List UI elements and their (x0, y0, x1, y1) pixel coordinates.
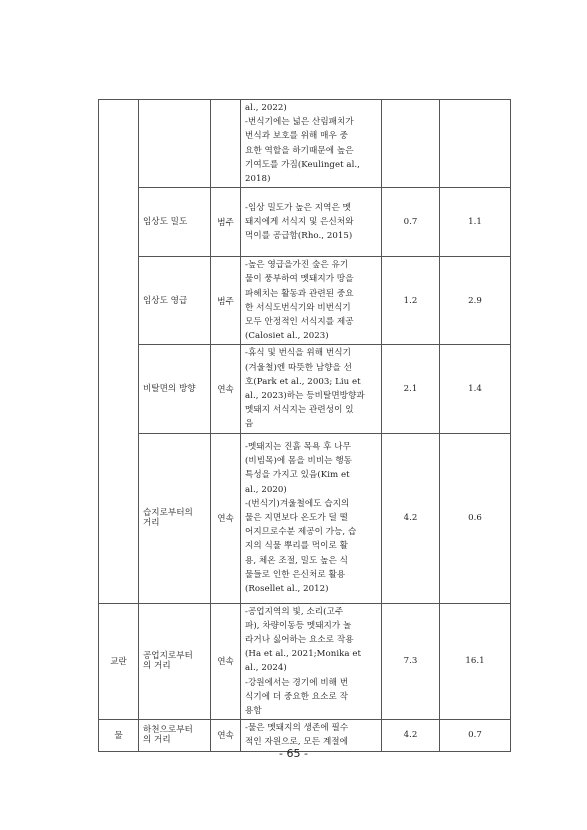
description-cell (241, 433, 382, 603)
description-line: 적인 자원으로, 모든 계절에 (245, 737, 348, 748)
variable-name-line: 임상도 밀도 (143, 217, 188, 228)
description-line: 물들로 인한 은신처로 활용 (245, 569, 346, 580)
description-line: (겨울철)엔 따뜻한 남향을 선 (245, 362, 353, 373)
variable-type-cell: 연속 (211, 433, 241, 603)
table-body (99, 100, 511, 752)
variable-type-cell: 범주 (211, 188, 241, 257)
variable-cell (139, 433, 211, 603)
description-cell (241, 345, 382, 433)
variable-cell (139, 100, 211, 188)
description-line: -임상 밀도가 높은 지역은 멧 (245, 202, 351, 213)
description-line: al., 2024) (245, 663, 287, 674)
description-line: -높은 영급을가진 숲은 유기 (245, 260, 349, 271)
description-line: 특성을 가지고 있음(Kim et (245, 470, 350, 481)
description-line: 번식과 보호를 위해 매우 중 (245, 131, 348, 142)
category-cell: 물 (99, 720, 139, 751)
contribution-value-1: 1.2 (382, 257, 440, 345)
variable-name-line: 비탈면의 방향 (143, 384, 196, 395)
description-line: 어지므로수분 제공이 가능, 습 (245, 527, 357, 538)
description-line: al., 2020) (245, 484, 287, 495)
contribution-value-2: 1.1 (440, 188, 511, 257)
contribution-value-2: 0.6 (440, 433, 511, 603)
contribution-value-2: 0.7 (440, 720, 511, 751)
table-row (99, 345, 511, 433)
description-line: 호(Park et al., 2003; Liu et (245, 376, 361, 387)
description-line: (비빔목)에 몸을 비비는 행동 (245, 456, 353, 467)
description-line: 식기에 더 중요한 요소로 작 (245, 691, 348, 702)
description-line: 물이 풍부하여 멧돼지가 땅을 (245, 274, 354, 285)
contribution-value-1: 0.7 (382, 188, 440, 257)
category-cell: 교란 (99, 603, 139, 720)
description-cell (241, 257, 382, 345)
variable-cell (139, 603, 211, 720)
contribution-value-1: 4.2 (382, 720, 440, 751)
variable-name-line: 임상도 영급 (143, 295, 188, 306)
description-line: 기여도를 가짐(Keulinget al., (245, 159, 360, 170)
description-line: -멧돼지는 진흙 목욕 후 나무 (245, 442, 351, 453)
description-line: 용, 체온 조절, 밀도 높은 식 (245, 555, 348, 566)
contribution-value-2 (440, 100, 511, 188)
description-line: 지의 식물 뿌리를 먹이로 활 (245, 541, 348, 552)
variable-type-cell: 연속 (211, 720, 241, 751)
description-line: (Rosellet al., 2012) (245, 584, 329, 595)
description-line: -강원에서는 경기에 비해 번 (245, 677, 349, 688)
variable-type-cell: 연속 (211, 603, 241, 720)
description-line: 모두 안정적인 서식지를 제공 (245, 317, 354, 328)
description-line: 파), 차량이동등 멧돼지가 놀 (245, 620, 352, 631)
table-row (99, 188, 511, 257)
description-line: -공업지역의 빛, 소리(고주 (245, 606, 344, 617)
contribution-value-1 (382, 100, 440, 188)
variable-name-line: 의 거리 (143, 735, 171, 746)
description-line: (Ha et al., 2021;Monika et (245, 649, 361, 660)
table-row (99, 603, 511, 720)
variable-name-line: 공업지로부터 (143, 651, 193, 662)
description-line: 물은 지면보다 온도가 덜 떨 (245, 513, 348, 524)
description-cell (241, 603, 382, 720)
description-line: 음 (245, 419, 254, 430)
variable-name-line: 의 거리 (143, 661, 171, 672)
description-line: -물은 멧돼지의 생존에 필수 (245, 723, 349, 734)
variable-cell (139, 188, 211, 257)
variable-cell (139, 345, 211, 433)
variable-type-cell (211, 100, 241, 188)
description-line: al., 2022) (245, 103, 287, 113)
table-row (99, 100, 511, 188)
contribution-value-2: 16.1 (440, 603, 511, 720)
variable-type-cell: 범주 (211, 257, 241, 345)
description-line: 먹이를 공급함(Rho., 2015) (245, 231, 353, 242)
description-line: al., 2023)하는 등비탈면방향과 (245, 391, 365, 402)
variable-name-line: 거리 (143, 518, 160, 529)
description-line: 라거나 싫어하는 요소로 작용 (245, 635, 354, 646)
description-line: 한 서식도번식기와 비번식기 (245, 302, 351, 313)
description-line: 파헤치는 활동과 관련된 중요 (245, 288, 354, 299)
table-row (99, 257, 511, 345)
contribution-value-1: 7.3 (382, 603, 440, 720)
contribution-value-1: 2.1 (382, 345, 440, 433)
description-line: -번식기에는 넓은 산림패치가 (245, 117, 354, 128)
description-line: -휴식 및 번식을 위해 번식기 (245, 348, 351, 359)
description-line: (Calosiet al., 2023) (245, 331, 329, 342)
variable-name-line: 하천으로부터 (143, 725, 193, 736)
description-cell (241, 188, 382, 257)
description-line: -(번식기)겨울철에도 습지의 (245, 498, 350, 509)
variable-cell (139, 257, 211, 345)
variable-type-cell: 연속 (211, 345, 241, 433)
contribution-value-1: 4.2 (382, 433, 440, 603)
table-row (99, 433, 511, 603)
variable-name-line: 습지로부터의 (143, 508, 193, 519)
description-line: 요한 역할을 하기때문에 높은 (245, 145, 354, 156)
description-line: 돼지에게 서식지 및 은신처와 (245, 217, 354, 228)
description-line: 2018) (245, 174, 271, 185)
contribution-value-2: 2.9 (440, 257, 511, 345)
description-line: 용함 (245, 706, 262, 717)
description-line: 멧돼지 서식지는 관련성이 있 (245, 405, 354, 416)
description-cell (241, 100, 382, 188)
page-number: - 65 - (279, 747, 308, 760)
category-cell (99, 100, 139, 604)
habitat-variable-table (98, 99, 511, 752)
contribution-value-2: 1.4 (440, 345, 511, 433)
